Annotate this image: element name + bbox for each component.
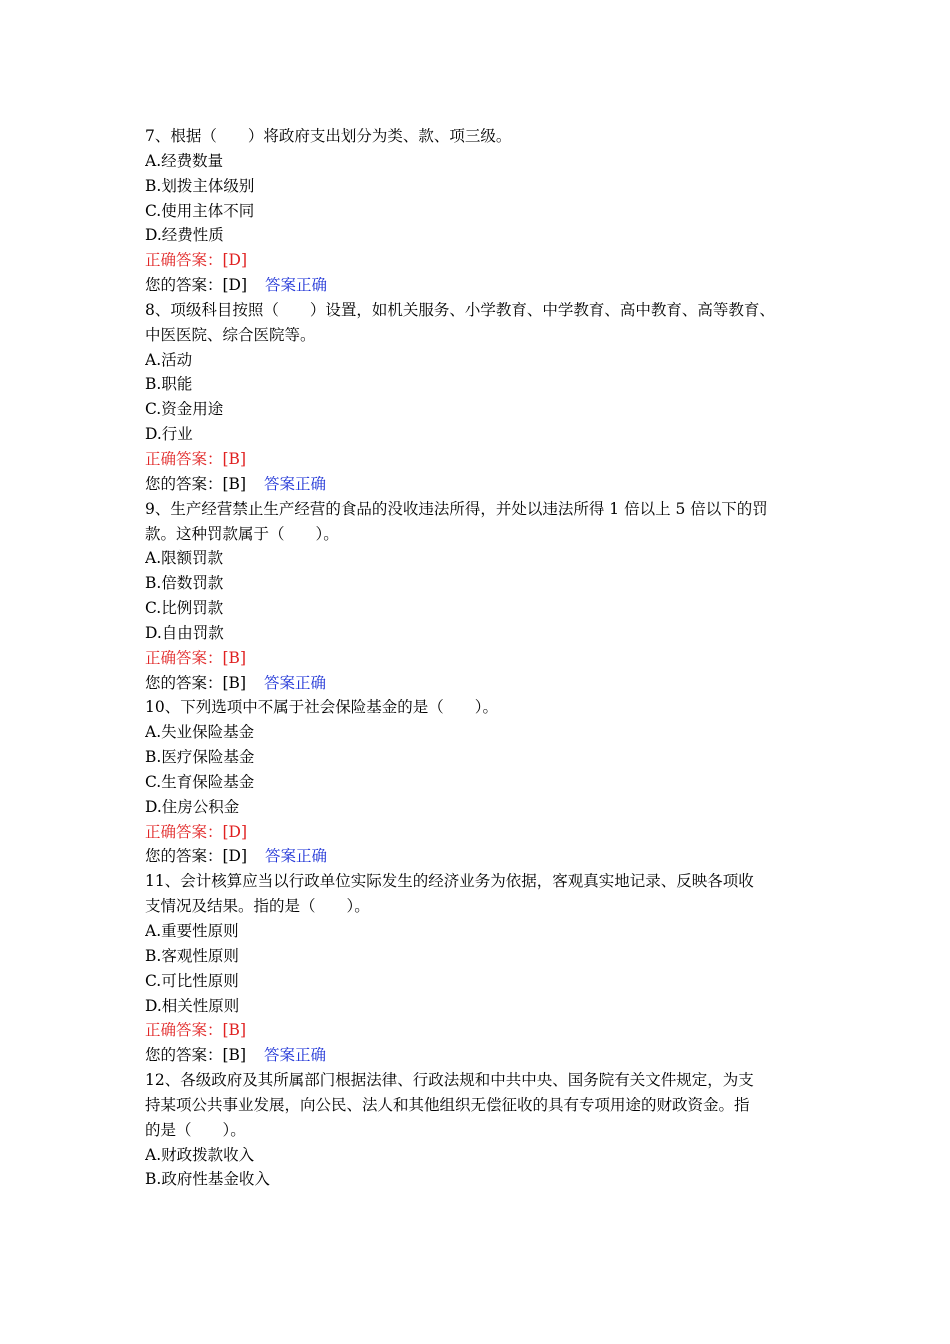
question-stem: 8、项级科目按照（ ）设置，如机关服务、小学教育、中学教育、高中教育、高等教育、 — [145, 300, 775, 319]
question-block — [145, 497, 813, 696]
option-d: D.自由罚款 — [145, 623, 224, 642]
your-answer: 您的答案：[B] — [145, 1046, 246, 1065]
question-stem-cont: 持某项公共事业发展，向公民、法人和其他组织无偿征收的具有专项用途的财政资金。指 — [145, 1095, 750, 1114]
your-answer: 您的答案：[D] — [145, 276, 248, 295]
option-a: A.经费数量 — [145, 151, 224, 170]
option-b: B.医疗保险基金 — [145, 748, 255, 767]
answer-verdict: 答案正确 — [264, 1046, 327, 1065]
option-b: B.划拨主体级别 — [145, 176, 255, 195]
option-a: A.失业保险基金 — [145, 723, 255, 742]
answer-verdict: 答案正确 — [265, 276, 328, 295]
correct-answer: 正确答案：[B] — [145, 449, 246, 468]
option-d: D.相关性原则 — [145, 996, 240, 1015]
question-stem: 10、下列选项中不属于社会保险基金的是（ ）。 — [145, 698, 498, 717]
question-stem-cont: 的是（ ）。 — [145, 1120, 246, 1139]
option-a: A.活动 — [145, 350, 193, 369]
question-stem: 11、会计核算应当以行政单位实际发生的经济业务为依据，客观真实地记录、反映各项收 — [145, 872, 754, 891]
your-answer-row — [145, 273, 813, 298]
answer-verdict: 答案正确 — [264, 474, 327, 493]
your-answer: 您的答案：[B] — [145, 474, 246, 493]
option-d: D.住房公积金 — [145, 797, 240, 816]
question-stem-cont: 款。这种罚款属于（ ）。 — [145, 524, 339, 543]
your-answer-row — [145, 472, 813, 497]
option-b: B.倍数罚款 — [145, 574, 224, 593]
option-c: C.资金用途 — [145, 400, 224, 419]
option-a: A.财政拨款收入 — [145, 1145, 255, 1164]
option-d: D.行业 — [145, 425, 193, 444]
correct-answer: 正确答案：[D] — [145, 822, 248, 841]
option-a: A.限额罚款 — [145, 549, 224, 568]
your-answer: 您的答案：[B] — [145, 673, 246, 692]
correct-answer: 正确答案：[B] — [145, 648, 246, 667]
option-b: B.职能 — [145, 375, 193, 394]
option-b: B.政府性基金收入 — [145, 1170, 270, 1189]
question-block — [145, 298, 813, 497]
question-list — [145, 124, 813, 1192]
option-c: C.使用主体不同 — [145, 201, 255, 220]
your-answer-row — [145, 671, 813, 696]
question-block — [145, 1068, 813, 1192]
question-stem-cont: 支情况及结果。指的是（ ）。 — [145, 897, 370, 916]
option-c: C.生育保险基金 — [145, 772, 255, 791]
question-stem-cont: 中医医院、综合医院等。 — [145, 325, 316, 344]
answer-verdict: 答案正确 — [264, 673, 327, 692]
question-block — [145, 124, 813, 298]
correct-answer: 正确答案：[D] — [145, 251, 248, 270]
answer-verdict: 答案正确 — [265, 847, 328, 866]
your-answer-row — [145, 1043, 813, 1068]
question-stem: 7、根据（ ）将政府支出划分为类、款、项三级。 — [145, 127, 512, 145]
question-block — [145, 869, 813, 1068]
option-c: C.可比性原则 — [145, 971, 239, 990]
option-c: C.比例罚款 — [145, 599, 224, 618]
correct-answer: 正确答案：[B] — [145, 1021, 246, 1040]
option-a: A.重要性原则 — [145, 922, 239, 940]
question-stem: 12、各级政府及其所属部门根据法律、行政法规和中共中央、国务院有关文件规定，为支 — [145, 1071, 754, 1090]
question-block — [145, 695, 813, 869]
option-d: D.经费性质 — [145, 226, 224, 245]
your-answer: 您的答案：[D] — [145, 847, 248, 866]
your-answer-row — [145, 844, 813, 869]
option-b: B.客观性原则 — [145, 946, 239, 965]
question-stem: 9、生产经营禁止生产经营的食品的没收违法所得，并处以违法所得 1 倍以上 5 倍以下的罚 — [145, 499, 768, 518]
